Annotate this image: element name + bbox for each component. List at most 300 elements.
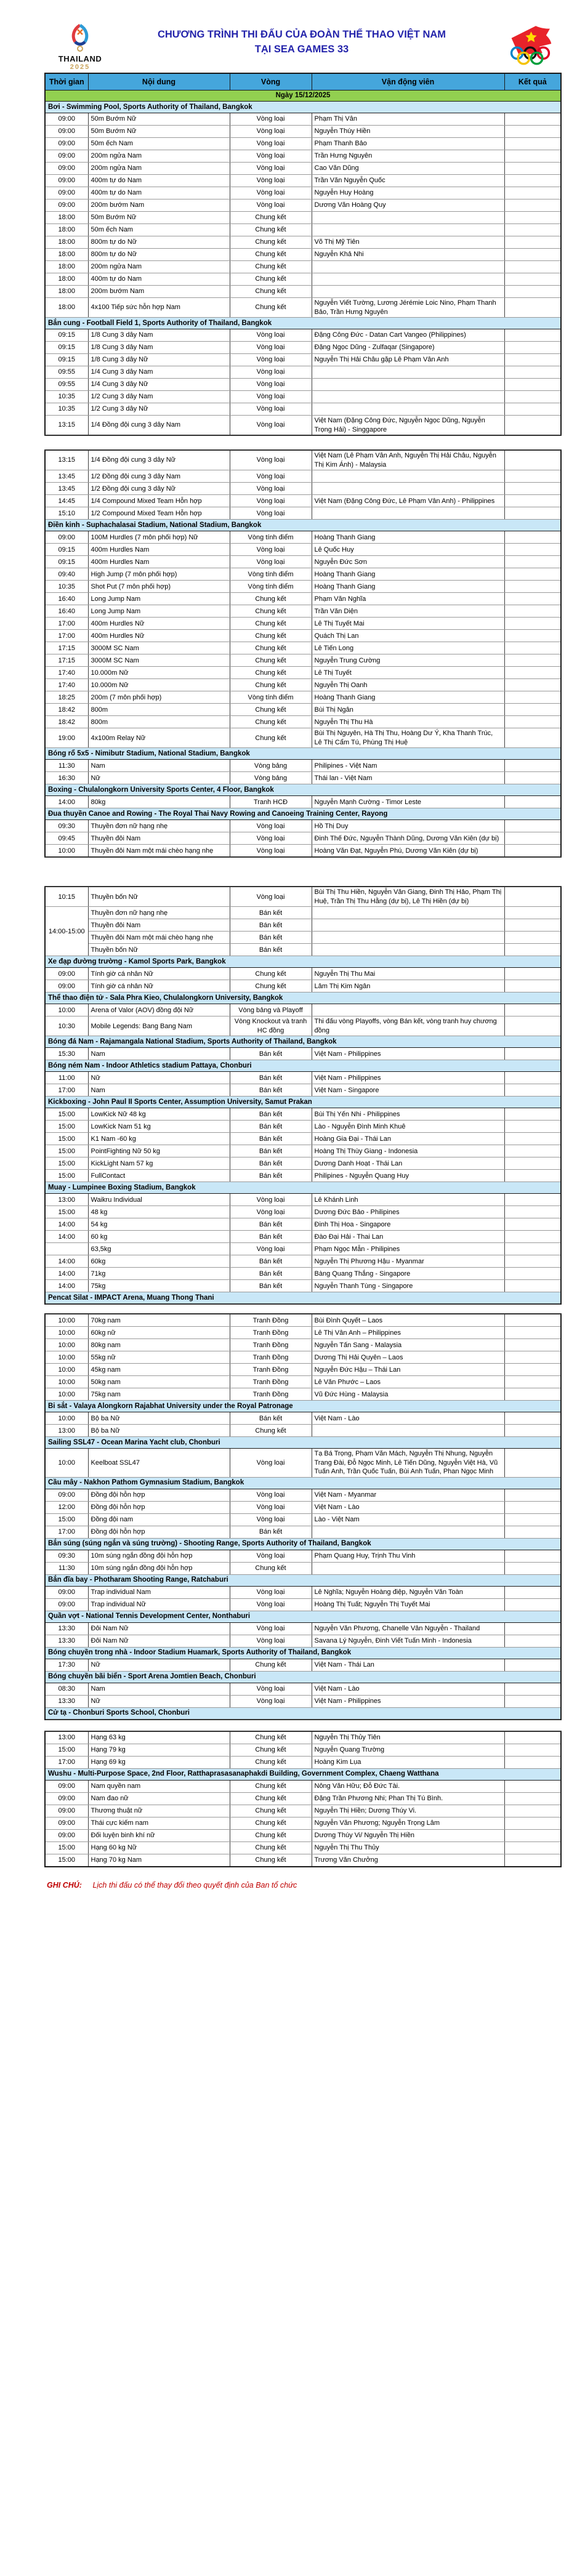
event-cell: 50m Bướm Nữ xyxy=(88,113,230,126)
event-cell: Hạng 69 kg xyxy=(88,1756,230,1768)
page-title-line1: CHƯƠNG TRÌNH THI ĐẤU CỦA ĐOÀN THỂ THAO VIỆT NAM xyxy=(157,29,446,40)
col-header-event: Nội dung xyxy=(88,73,230,91)
time-cell: 18:25 xyxy=(45,691,88,704)
round-cell: Bán kết xyxy=(230,1084,312,1097)
table-row xyxy=(45,944,561,956)
table-row xyxy=(45,568,561,581)
athletes-cell xyxy=(312,224,504,236)
event-cell: Shot Put (7 môn phối hợp) xyxy=(88,581,230,593)
athletes-cell: Phạm Thanh Bảo xyxy=(312,138,504,150)
event-cell: Nam đao nữ xyxy=(88,1792,230,1805)
round-cell: Chung kết xyxy=(230,1659,312,1671)
athletes-cell: Lê Thị Tuyết Mai xyxy=(312,618,504,630)
time-cell: 15:10 xyxy=(45,507,88,520)
event-cell: Thuyền đơn nữ hạng nhẹ xyxy=(88,820,230,832)
table-row xyxy=(45,1780,561,1792)
athletes-cell: Philipines - Nguyễn Quang Huy xyxy=(312,1170,504,1182)
event-cell: 80kg xyxy=(88,796,230,808)
athletes-cell xyxy=(312,1425,504,1437)
date-banner-row xyxy=(45,91,561,102)
athletes-cell: Hoàng Kim Lụa xyxy=(312,1756,504,1768)
result-cell xyxy=(504,1339,561,1351)
table-row xyxy=(45,845,561,858)
time-cell: 16:30 xyxy=(45,772,88,784)
result-cell xyxy=(504,249,561,261)
athletes-cell: Việt Nam (Lê Phạm Vân Anh, Nguyễn Thị Hải Châu, Nguyễn Thị Kim Ánh) - Malaysia xyxy=(312,450,504,470)
round-cell: Chung kết xyxy=(230,1780,312,1792)
event-cell: 50m Bướm Nữ xyxy=(88,212,230,224)
round-cell: Chung kết xyxy=(230,1854,312,1867)
table-row xyxy=(45,704,561,716)
athletes-cell: Việt Nam (Đặng Công Đức, Lê Phạm Vân Anh) - Philippines xyxy=(312,495,504,507)
result-cell xyxy=(504,1388,561,1401)
table-row xyxy=(45,887,561,907)
result-cell xyxy=(504,1817,561,1829)
athletes-cell xyxy=(312,919,504,932)
time-cell: 09:00 xyxy=(45,1489,88,1501)
athletes-cell: Nguyễn Thanh Tùng - Singapore xyxy=(312,1280,504,1292)
athletes-cell: Nguyễn Thị Hiền; Dương Thúy Vi. xyxy=(312,1805,504,1817)
time-cell: 09:00 xyxy=(45,187,88,199)
event-cell: 70kg nam xyxy=(88,1314,230,1327)
table-row xyxy=(45,728,561,748)
page-header xyxy=(0,0,585,73)
athletes-cell: Việt Nam - Philippines xyxy=(312,1695,504,1707)
result-cell xyxy=(504,199,561,212)
event-cell: 50m ếch Nam xyxy=(88,224,230,236)
round-cell: Vòng loại xyxy=(230,1683,312,1695)
table-row xyxy=(45,796,561,808)
time-cell: 14:00 xyxy=(45,1268,88,1280)
athletes-cell: Đặng Ngọc Dũng - Zulfaqar (Singapore) xyxy=(312,342,504,354)
time-cell: 17:00 xyxy=(45,630,88,642)
round-cell: Bán kết xyxy=(230,919,312,932)
athletes-cell: Hoàng Thanh Giang xyxy=(312,568,504,581)
time-cell: 13:15 xyxy=(45,450,88,470)
athletes-cell: Cao Văn Dũng xyxy=(312,163,504,175)
round-cell: Vòng loại xyxy=(230,329,312,342)
result-cell xyxy=(504,820,561,832)
table-row xyxy=(45,1513,561,1526)
athletes-cell: Lê Nghĩa; Nguyễn Hoàng điệp, Nguyễn Văn Toàn xyxy=(312,1586,504,1598)
table-row xyxy=(45,1756,561,1768)
table-row xyxy=(45,1268,561,1280)
athletes-cell: Nguyễn Trung Cường xyxy=(312,654,504,667)
table-row xyxy=(45,403,561,416)
round-cell: Vòng loại xyxy=(230,1622,312,1635)
athletes-cell: Hoàng Thị Tuất; Nguyễn Thị Tuyết Mai xyxy=(312,1598,504,1611)
section-title: Cử tạ - Chonburi Sports School, Chonburi xyxy=(45,1707,561,1720)
athletes-cell: Bùi Thị Yến Nhi - Philippines xyxy=(312,1108,504,1121)
athletes-cell: Bùi Thị Ngân xyxy=(312,704,504,716)
round-cell: Chung kết xyxy=(230,642,312,654)
result-cell xyxy=(504,1805,561,1817)
event-cell: FullContact xyxy=(88,1170,230,1182)
result-cell xyxy=(504,845,561,858)
event-cell: 400m Hurdles Nam xyxy=(88,544,230,556)
time-cell: 15:00 xyxy=(45,1206,88,1218)
section-header-row xyxy=(45,1611,561,1622)
athletes-cell: Nguyễn Huy Hoàng xyxy=(312,187,504,199)
athletes-cell: Võ Thị Mỹ Tiên xyxy=(312,236,504,249)
time-cell: 08:30 xyxy=(45,1683,88,1695)
round-cell: Vòng bảng xyxy=(230,760,312,772)
table-row xyxy=(45,450,561,470)
page-break-gap xyxy=(45,1304,561,1314)
time-cell: 09:00 xyxy=(45,1780,88,1792)
athletes-cell: Việt Nam - Philippines xyxy=(312,1048,504,1060)
round-cell: Bán kết xyxy=(230,932,312,944)
round-cell: Vòng loại xyxy=(230,354,312,366)
result-cell xyxy=(504,1562,561,1574)
result-cell xyxy=(504,1829,561,1841)
event-cell: Tính giờ cá nhân Nữ xyxy=(88,980,230,992)
result-cell xyxy=(504,1449,561,1478)
result-cell xyxy=(504,1327,561,1339)
result-cell xyxy=(504,175,561,187)
event-cell: 60kg xyxy=(88,1255,230,1268)
result-cell xyxy=(504,1243,561,1255)
time-cell: 14:00 xyxy=(45,1280,88,1292)
time-cell: 18:42 xyxy=(45,704,88,716)
event-cell: 1/2 Đồng đội cung 3 dây Nữ xyxy=(88,483,230,495)
time-cell: 13:15 xyxy=(45,416,88,436)
result-cell xyxy=(504,1695,561,1707)
athletes-cell: Hoàng Văn Đạt, Nguyễn Phú, Dương Văn Kiên (dự bị) xyxy=(312,845,504,858)
section-title: Sailing SSL47 - Ocean Marina Yacht club, Chonburi xyxy=(45,1437,561,1449)
round-cell: Vòng loại xyxy=(230,845,312,858)
time-cell: 17:00 xyxy=(45,618,88,630)
table-row xyxy=(45,760,561,772)
round-cell: Vòng loại xyxy=(230,1501,312,1513)
athletes-cell: Nguyễn Thị Phương Hậu - Myanmar xyxy=(312,1255,504,1268)
section-title: Bóng ném Nam - Indoor Athletics stadium Pattaya, Chonburi xyxy=(45,1060,561,1072)
event-cell: 400m tự do Nam xyxy=(88,273,230,286)
time-cell: 10:00 xyxy=(45,1327,88,1339)
event-cell: Thuyền đôi Nam xyxy=(88,832,230,845)
table-row xyxy=(45,593,561,605)
table-row xyxy=(45,1388,561,1401)
time-cell: 09:00 xyxy=(45,1805,88,1817)
section-title: Wushu - Multi-Purpose Space, 2nd Floor, Ratthaprasasanaphakdi Building, Government Complex, Chaeng Watthana xyxy=(45,1768,561,1780)
table-row xyxy=(45,187,561,199)
time-cell: 09:00 xyxy=(45,980,88,992)
event-cell: 3000M SC Nam xyxy=(88,654,230,667)
table-row xyxy=(45,1550,561,1562)
time-cell: 15:00 xyxy=(45,1133,88,1145)
round-cell: Bán kết xyxy=(230,1218,312,1231)
athletes-cell: Việt Nam - Myanmar xyxy=(312,1489,504,1501)
result-cell xyxy=(504,1622,561,1635)
time-cell: 10:00 xyxy=(45,845,88,858)
result-cell xyxy=(504,1314,561,1327)
time-cell: 09:00 xyxy=(45,968,88,980)
table-row xyxy=(45,618,561,630)
page-title xyxy=(111,27,493,57)
table-row xyxy=(45,1635,561,1647)
result-cell xyxy=(504,667,561,679)
result-cell xyxy=(504,1157,561,1170)
event-cell: 48 kg xyxy=(88,1206,230,1218)
event-cell: K1 Nam -60 kg xyxy=(88,1133,230,1145)
event-cell: 400m tự do Nam xyxy=(88,187,230,199)
round-cell: Vòng loại xyxy=(230,1695,312,1707)
time-cell: 11:30 xyxy=(45,760,88,772)
table-row xyxy=(45,556,561,568)
athletes-cell: Nguyễn Thúy Hiền xyxy=(312,126,504,138)
athletes-cell: Lâm Thị Kim Ngân xyxy=(312,980,504,992)
result-cell xyxy=(504,1731,561,1744)
table-row xyxy=(45,1108,561,1121)
result-cell xyxy=(504,1231,561,1243)
result-cell xyxy=(504,1683,561,1695)
vietnam-olympic-logo xyxy=(506,22,555,68)
table-row xyxy=(45,1841,561,1854)
round-cell: Vòng loại xyxy=(230,450,312,470)
time-cell: 13:45 xyxy=(45,483,88,495)
athletes-cell: Đào Đại Hải - Thai Lan xyxy=(312,1231,504,1243)
round-cell: Vòng loại xyxy=(230,366,312,379)
result-cell xyxy=(504,1854,561,1867)
event-cell: Thái cực kiếm nam xyxy=(88,1817,230,1829)
round-cell: Chung kết xyxy=(230,605,312,618)
athletes-cell: Bùi Thị Nguyên, Hà Thị Thu, Hoàng Dư Ý, Kha Thanh Trúc, Lê Thị Cẩm Tú, Phùng Thị Huệ xyxy=(312,728,504,748)
athletes-cell xyxy=(312,261,504,273)
event-cell: 800m xyxy=(88,716,230,728)
round-cell: Tranh Đồng xyxy=(230,1339,312,1351)
time-cell: 17:30 xyxy=(45,1659,88,1671)
result-cell xyxy=(504,1170,561,1182)
time-cell: 10:35 xyxy=(45,391,88,403)
result-cell xyxy=(504,1489,561,1501)
time-cell: 16:40 xyxy=(45,593,88,605)
round-cell: Vòng loại xyxy=(230,1598,312,1611)
round-cell: Vòng loại xyxy=(230,113,312,126)
section-header-row xyxy=(45,1182,561,1194)
table-row xyxy=(45,1731,561,1744)
event-cell: Nam xyxy=(88,1084,230,1097)
athletes-cell: Nguyễn Thị Thu Mai xyxy=(312,968,504,980)
date-banner: Ngày 15/12/2025 xyxy=(45,91,561,102)
section-title: Điền kinh - Suphachalasai Stadium, National Stadium, Bangkok xyxy=(45,520,561,531)
event-cell: Nữ xyxy=(88,1659,230,1671)
result-cell xyxy=(504,654,561,667)
round-cell: Vòng loại xyxy=(230,199,312,212)
table-row xyxy=(45,968,561,980)
table-row xyxy=(45,1586,561,1598)
time-cell: 09:15 xyxy=(45,329,88,342)
round-cell: Vòng tính điểm xyxy=(230,568,312,581)
time-cell: 10:35 xyxy=(45,581,88,593)
table-row xyxy=(45,391,561,403)
section-header-row xyxy=(45,1477,561,1489)
table-row xyxy=(45,907,561,919)
result-cell xyxy=(504,1351,561,1364)
round-cell: Chung kết xyxy=(230,286,312,298)
event-cell: PointFighting Nữ 50 kg xyxy=(88,1145,230,1157)
athletes-cell xyxy=(312,470,504,483)
result-cell xyxy=(504,716,561,728)
table-row xyxy=(45,691,561,704)
time-cell: 18:00 xyxy=(45,261,88,273)
table-row xyxy=(45,1817,561,1829)
event-cell: Hạng 70 kg Nam xyxy=(88,1854,230,1867)
event-cell: 10.000m Nữ xyxy=(88,679,230,691)
round-cell: Chung kết xyxy=(230,212,312,224)
event-cell: Thuyền đôi Nam xyxy=(88,919,230,932)
time-cell: 09:15 xyxy=(45,354,88,366)
thailand-logo-word: THAILAND xyxy=(58,54,102,63)
athletes-cell xyxy=(312,1562,504,1574)
athletes-cell: Trần Văn Diện xyxy=(312,605,504,618)
event-cell: 800m tự do Nữ xyxy=(88,236,230,249)
round-cell: Vòng bảng xyxy=(230,772,312,784)
event-cell: Thương thuật nữ xyxy=(88,1805,230,1817)
result-cell xyxy=(504,416,561,436)
table-row xyxy=(45,642,561,654)
round-cell: Vòng loại xyxy=(230,495,312,507)
event-cell: LowKick Nam 51 kg xyxy=(88,1121,230,1133)
section-header-row xyxy=(45,1707,561,1720)
round-cell: Tranh HCĐ xyxy=(230,796,312,808)
table-row xyxy=(45,416,561,436)
time-cell: 10:00 xyxy=(45,1351,88,1364)
section-title: Bắn súng (súng ngắn và súng trường) - Shooting Range, Sports Authority of Thailand, Bangkok xyxy=(45,1538,561,1550)
result-cell xyxy=(504,1218,561,1231)
time-cell: 14:00 xyxy=(45,1231,88,1243)
table-row xyxy=(45,329,561,342)
table-row xyxy=(45,1501,561,1513)
result-cell xyxy=(504,1586,561,1598)
result-cell xyxy=(504,1756,561,1768)
time-cell: 10:00 xyxy=(45,1388,88,1401)
event-cell: Đồng đội hỗn hợp xyxy=(88,1501,230,1513)
result-cell xyxy=(504,1501,561,1513)
result-cell xyxy=(504,544,561,556)
event-cell: 1/8 Cung 3 dây Nữ xyxy=(88,354,230,366)
section-header-row xyxy=(45,1097,561,1108)
result-cell xyxy=(504,1133,561,1145)
event-cell: Mobile Legends: Bang Bang Nam xyxy=(88,1016,230,1036)
result-cell xyxy=(504,163,561,175)
result-cell xyxy=(504,138,561,150)
table-row xyxy=(45,1218,561,1231)
round-cell: Bán kết xyxy=(230,1231,312,1243)
section-title: Xe đạp đường trường - Kamol Sports Park, Bangkok xyxy=(45,956,561,968)
athletes-cell xyxy=(312,1526,504,1538)
round-cell: Bán kết xyxy=(230,1145,312,1157)
table-row xyxy=(45,1659,561,1671)
result-cell xyxy=(504,1598,561,1611)
athletes-cell: Nguyễn Thị Hải Châu gặp Lê Phạm Vân Anh xyxy=(312,354,504,366)
section-title: Bóng chuyền bãi biển - Sport Arena Jomtien Beach, Chonburi xyxy=(45,1671,561,1683)
table-row xyxy=(45,679,561,691)
round-cell: Chung kết xyxy=(230,1425,312,1437)
table-row xyxy=(45,298,561,318)
round-cell: Bán kết xyxy=(230,1268,312,1280)
round-cell: Vòng loại xyxy=(230,1550,312,1562)
athletes-cell: Bùi Thị Thu Hiền, Nguyễn Văn Giang, Đinh Thị Hảo, Phạm Thị Huệ, Trần Thị Thu Hằng (dự bị), Lê Thị Hiền (dự bị) xyxy=(312,887,504,907)
result-cell xyxy=(504,1048,561,1060)
thailand-2025-logo-icon xyxy=(63,44,97,54)
time-cell: 14:00-15:00 xyxy=(45,907,88,956)
athletes-cell: Lê Văn Phước – Laos xyxy=(312,1376,504,1388)
athletes-cell: Việt Nam - Singapore xyxy=(312,1084,504,1097)
round-cell: Vòng loại xyxy=(230,342,312,354)
event-cell: Tính giờ cá nhân Nữ xyxy=(88,968,230,980)
result-cell xyxy=(504,760,561,772)
athletes-cell: Nguyễn Đức Sơn xyxy=(312,556,504,568)
time-cell: 17:15 xyxy=(45,654,88,667)
table-row xyxy=(45,175,561,187)
result-cell xyxy=(504,507,561,520)
event-cell: Đồng đội hỗn hợp xyxy=(88,1526,230,1538)
time-cell: 13:00 xyxy=(45,1731,88,1744)
table-row xyxy=(45,1280,561,1292)
event-cell: Trap individual Nam xyxy=(88,1586,230,1598)
time-cell: 18:00 xyxy=(45,298,88,318)
result-cell xyxy=(504,1084,561,1097)
table-row xyxy=(45,1489,561,1501)
round-cell: Chung kết xyxy=(230,667,312,679)
event-cell: 1/4 Compound Mixed Team Hỗn hợp xyxy=(88,495,230,507)
round-cell: Chung kết xyxy=(230,716,312,728)
event-cell: 200m bướm Nam xyxy=(88,199,230,212)
round-cell: Vòng loại xyxy=(230,187,312,199)
athletes-cell: Nguyễn Thị Thu Hà xyxy=(312,716,504,728)
page-break-gap xyxy=(45,1720,561,1731)
section-title: Muay - Lumpinee Boxing Stadium, Bangkok xyxy=(45,1182,561,1194)
result-cell xyxy=(504,593,561,605)
time-cell: 10:00 xyxy=(45,1314,88,1327)
section-title: Boxing - Chulalongkorn University Sports Center, 4 Floor, Bangkok xyxy=(45,784,561,796)
table-row xyxy=(45,495,561,507)
athletes-cell: Nguyễn Tấn Sang - Malaysia xyxy=(312,1339,504,1351)
athletes-cell xyxy=(312,1004,504,1016)
table-row xyxy=(45,1072,561,1084)
result-cell xyxy=(504,1526,561,1538)
event-cell: 400m Hurdles Nữ xyxy=(88,630,230,642)
time-cell: 15:00 xyxy=(45,1854,88,1867)
time-cell: 19:00 xyxy=(45,728,88,748)
section-header-row xyxy=(45,102,561,113)
time-cell: 09:45 xyxy=(45,832,88,845)
round-cell: Chung kết xyxy=(230,618,312,630)
athletes-cell: Phạm Quang Huy, Trịnh Thu Vinh xyxy=(312,1550,504,1562)
result-cell xyxy=(504,273,561,286)
round-cell: Chung kết xyxy=(230,968,312,980)
table-row xyxy=(45,1121,561,1133)
event-cell: Trap individual Nữ xyxy=(88,1598,230,1611)
event-cell: 3000M SC Nam xyxy=(88,642,230,654)
athletes-cell: Nguyễn Khả Nhi xyxy=(312,249,504,261)
table-row xyxy=(45,212,561,224)
table-row xyxy=(45,163,561,175)
event-cell: 1/2 Compound Mixed Team Hỗn hợp xyxy=(88,507,230,520)
time-cell: 09:00 xyxy=(45,113,88,126)
event-cell: Hạng 63 kg xyxy=(88,1731,230,1744)
round-cell: Vòng loại xyxy=(230,1449,312,1478)
round-cell: Bán kết xyxy=(230,1526,312,1538)
result-cell xyxy=(504,450,561,470)
table-row xyxy=(45,667,561,679)
round-cell: Chung kết xyxy=(230,1731,312,1744)
athletes-cell: Dương Đức Bảo - Philipines xyxy=(312,1206,504,1218)
section-header-row xyxy=(45,748,561,760)
time-cell: 17:00 xyxy=(45,1756,88,1768)
page-break-gap xyxy=(45,435,561,450)
result-cell xyxy=(504,1004,561,1016)
